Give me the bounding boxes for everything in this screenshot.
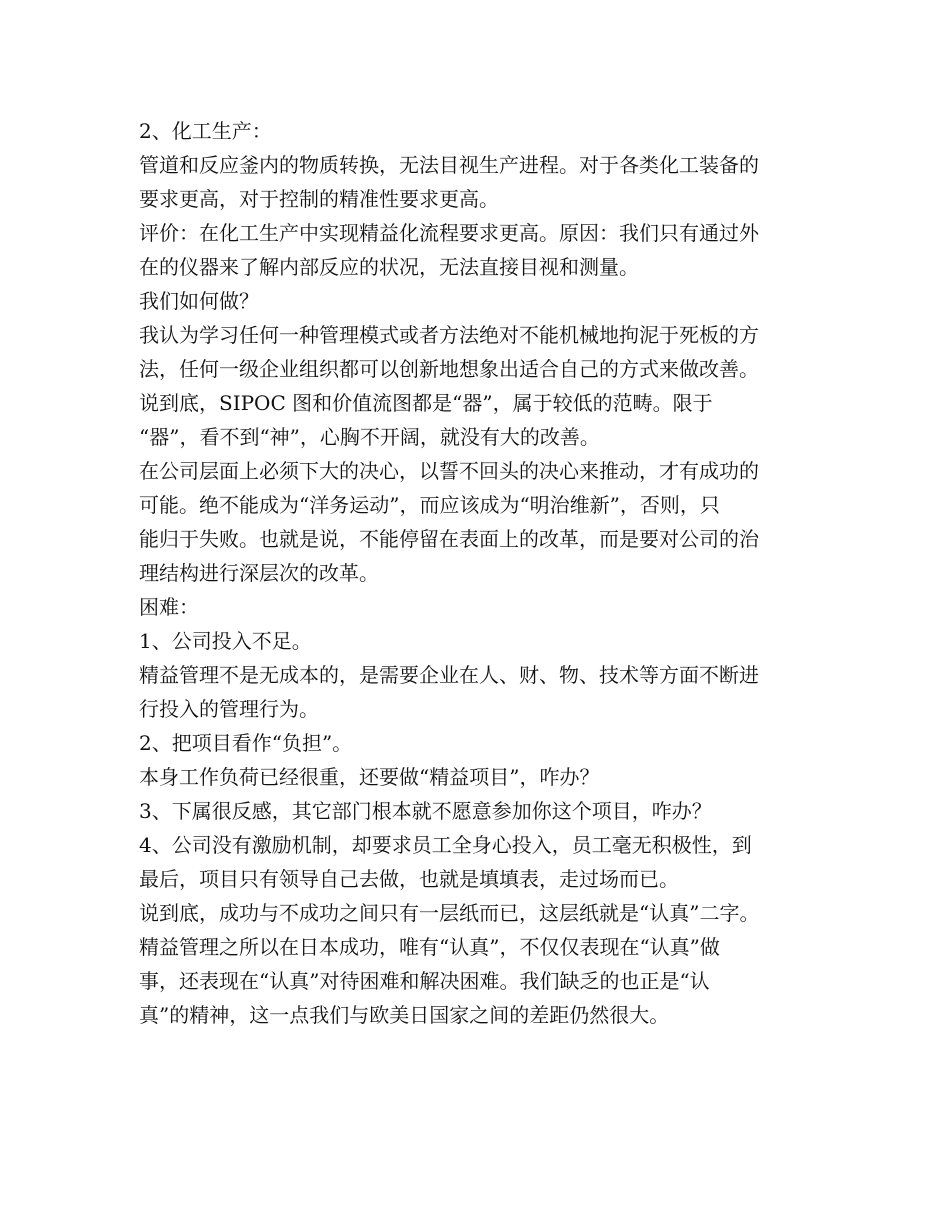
text-line: 说到底，成功与不成功之间只有一层纸而已，这层纸就是“认真”二字。 [139, 901, 760, 925]
text-line: 我认为学习任何一种管理模式或者方法绝对不能机械地拘泥于死板的方 [139, 323, 759, 347]
document-body [139, 114, 829, 1032]
text-line: 法，任何一级企业组织都可以创新地想象出适合自己的方式来做改善。 [139, 357, 759, 381]
list-item-heading: 3、下属很反感，其它部门根本就不愿意参加你这个项目，咋办？ [139, 799, 712, 823]
text-line: 精益管理不是无成本的，是需要企业在人、财、物、技术等方面不断进 [139, 663, 759, 687]
text-line: “器”，看不到“神”，心胸不开阔，就没有大的改善。 [139, 425, 600, 449]
text-line: 理结构进行深层次的改革。 [139, 561, 379, 585]
section-heading-how-we-do: 我们如何做？ [139, 289, 259, 313]
text-line: 精益管理之所以在日本成功，唯有“认真”，不仅仅表现在“认真”做 [139, 935, 720, 959]
section-heading-difficulties: 困难： [139, 595, 199, 619]
text-line: 真”的精神，这一点我们与欧美日国家之间的差距仍然很大。 [139, 1003, 670, 1027]
list-item-heading: 2、把项目看作“负担”。 [139, 731, 353, 755]
text-line: 评价：在化工生产中实现精益化流程要求更高。原因：我们只有通过外 [139, 221, 759, 245]
text-line: 本身工作负荷已经很重，还要做“精益项目”，咋办？ [139, 765, 600, 789]
text-line: 行投入的管理行为。 [139, 697, 319, 721]
text-line: 说到底，SIPOC 图和价值流图都是“器”，属于较低的范畴。限于 [139, 391, 713, 415]
text-line: 管道和反应釜内的物质转换，无法目视生产进程。对于各类化工装备的 [139, 153, 759, 177]
text-line: 事，还表现在“认真”对待困难和解决困难。我们缺乏的也正是“认 [139, 969, 710, 993]
list-item-heading: 1、公司投入不足。 [139, 629, 312, 653]
text-line: 能归于失败。也就是说，不能停留在表面上的改革，而是要对公司的治 [139, 527, 759, 551]
text-line: 要求更高，对于控制的精准性要求更高。 [139, 187, 499, 211]
text-line: 在的仪器来了解内部反应的状况，无法直接目视和测量。 [139, 255, 639, 279]
text-line: 最后，项目只有领导自己去做，也就是填填表，走过场而已。 [139, 867, 679, 891]
list-item-heading: 4、公司没有激励机制，却要求员工全身心投入，员工毫无积极性，到 [139, 833, 752, 857]
section-heading-chemical-production: 2、化工生产： [139, 119, 272, 143]
text-line: 在公司层面上必须下大的决心，以誓不回头的决心来推动，才有成功的 [139, 459, 759, 483]
text-line: 可能。绝不能成为“洋务运动”，而应该成为“明治维新”，否则，只 [139, 493, 720, 517]
